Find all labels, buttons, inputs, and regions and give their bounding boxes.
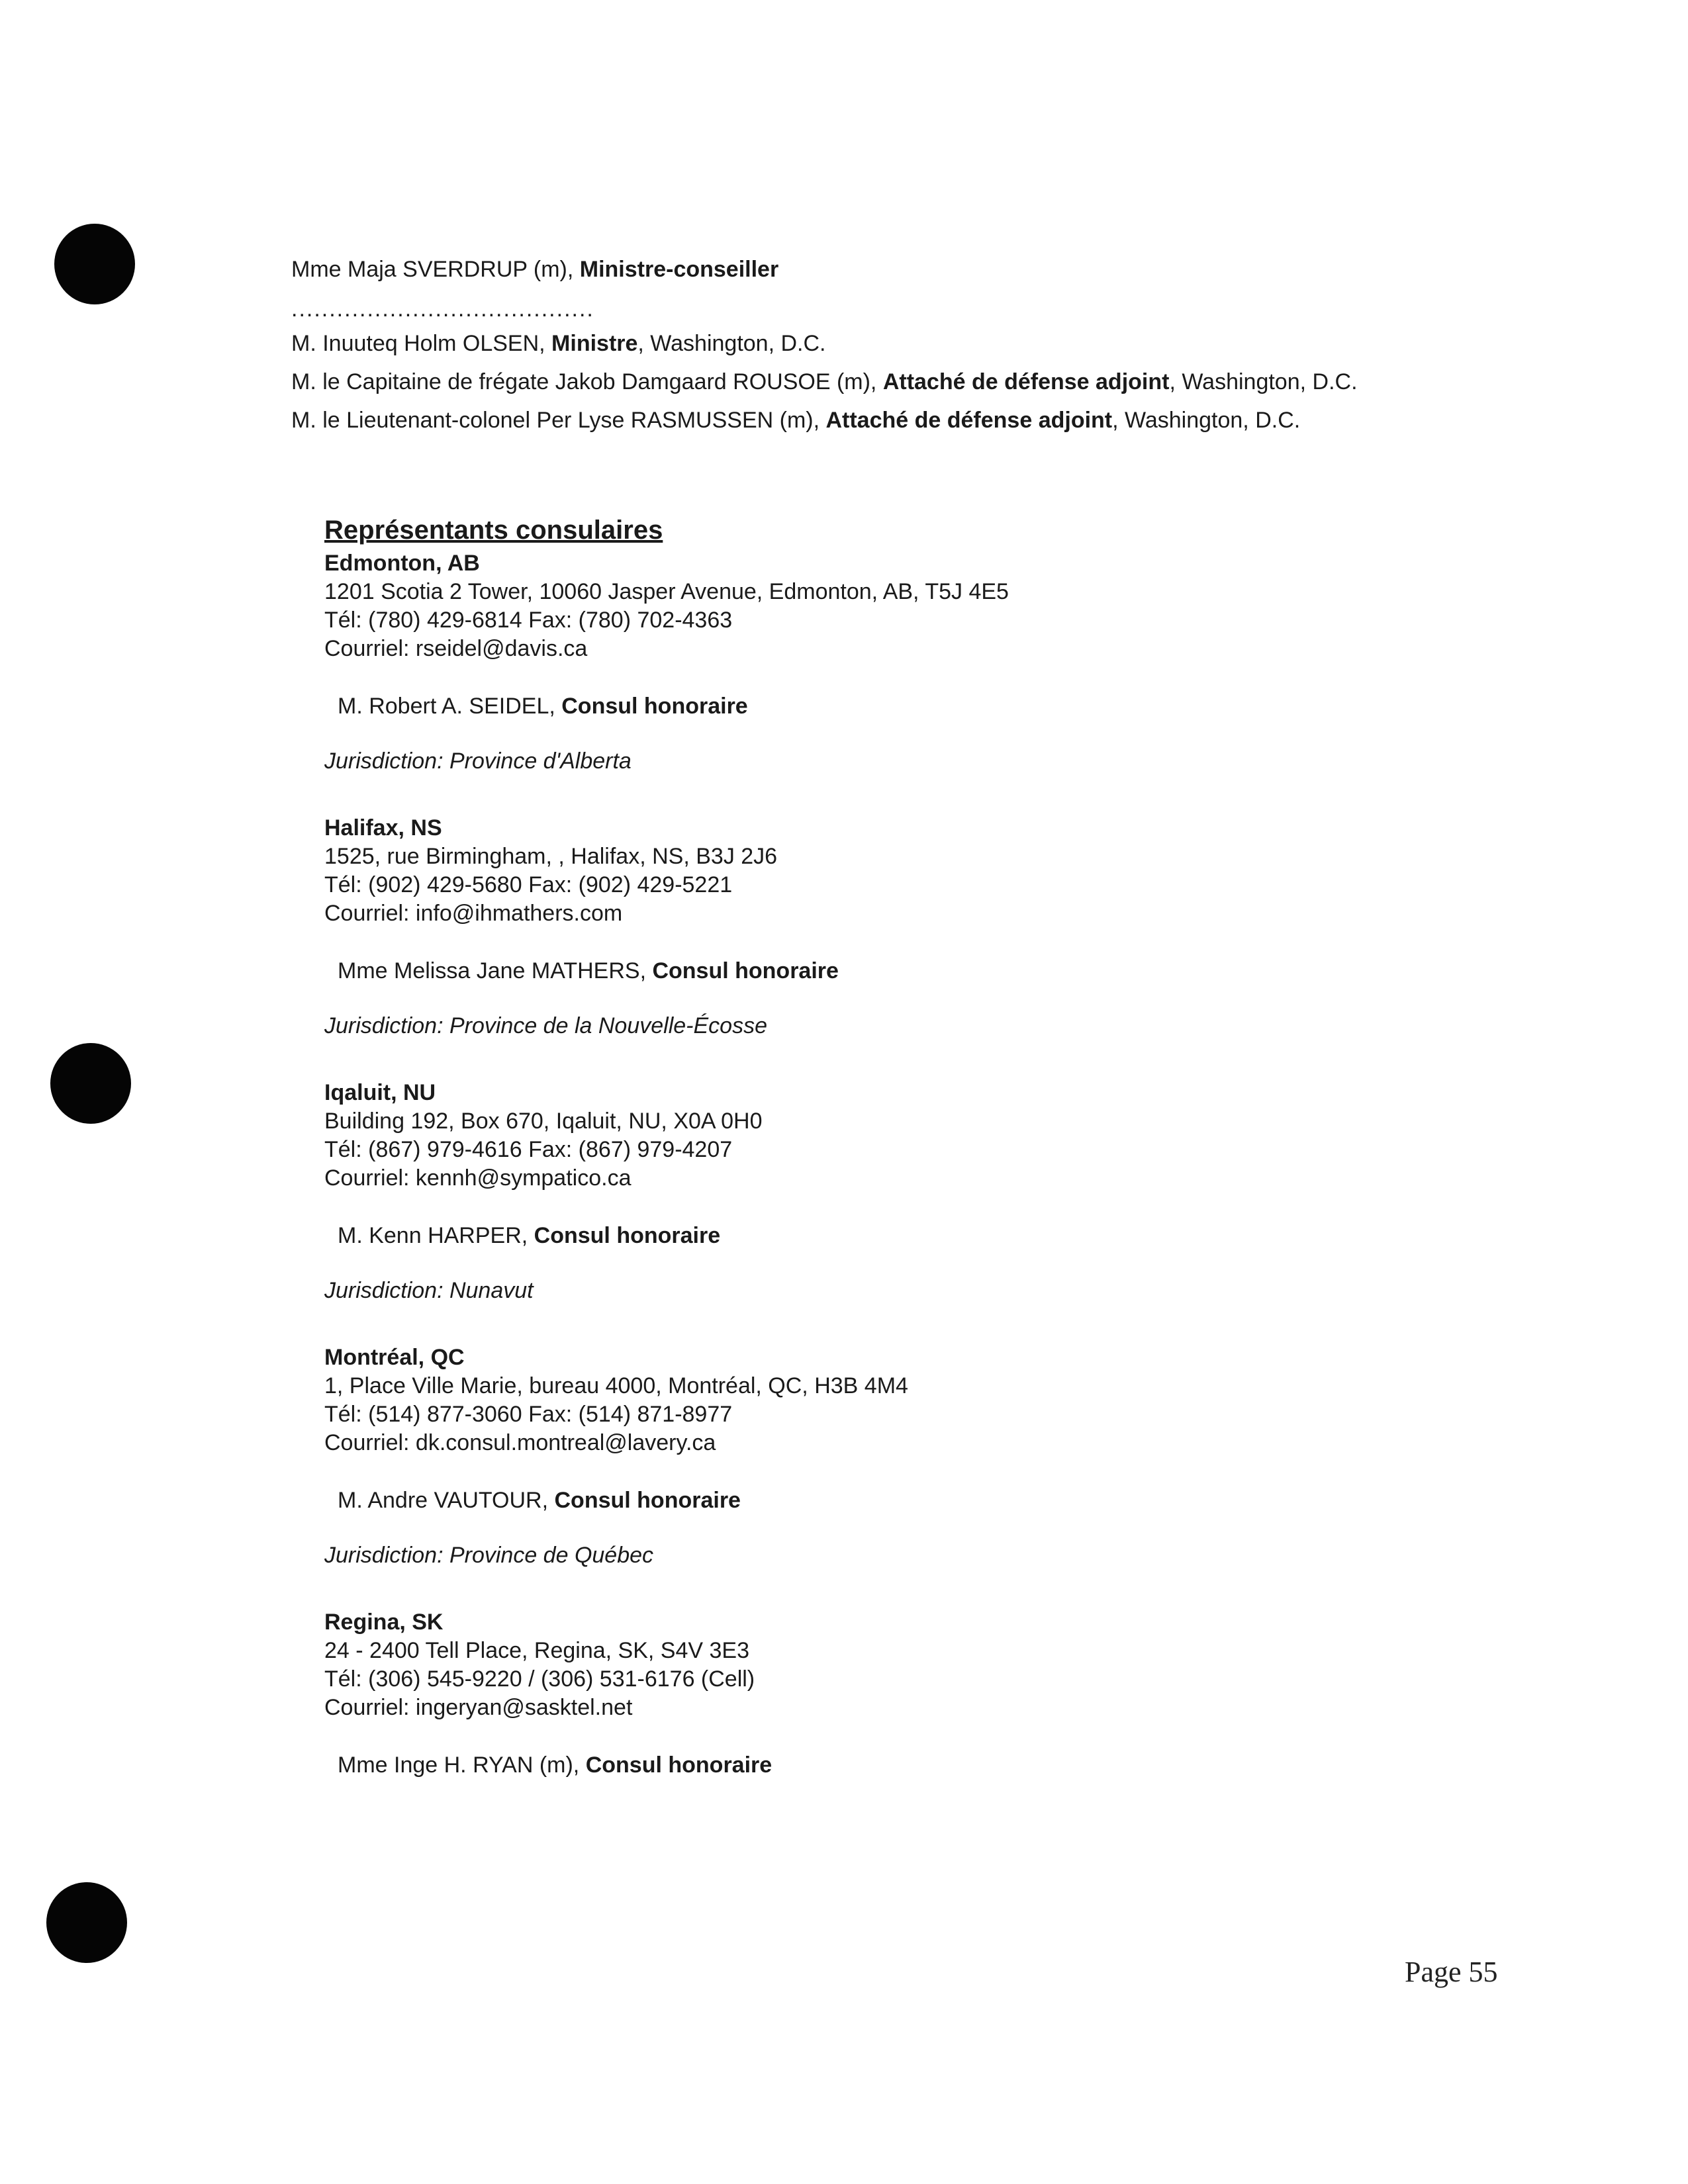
consular-representatives	[324, 515, 1582, 1780]
separator-dots: ........................................	[291, 296, 594, 322]
section-title: Représentants consulaires	[324, 516, 663, 545]
office-address-block	[324, 1079, 1582, 1193]
office-address-block	[324, 1608, 1582, 1722]
office-phone: Tél: (780) 429-6814 Fax: (780) 702-4363	[324, 608, 733, 633]
office-phone: Tél: (306) 545-9220 / (306) 531-6176 (Cell)	[324, 1666, 755, 1692]
office-phone: Tél: (514) 877-3060 Fax: (514) 871-8977	[324, 1402, 733, 1427]
office-address: 1, Place Ville Marie, bureau 4000, Montréal, QC, H3B 4M4	[324, 1373, 908, 1398]
punch-hole-top	[54, 224, 135, 304]
page-number: Page 55	[1405, 1956, 1498, 1988]
staff-entry: M. le Lieutenant-colonel Per Lyse RASMUSSEN (m), Attaché de défense adjoint, Washington, D.C.	[291, 408, 1301, 433]
office-address: 24 - 2400 Tell Place, Regina, SK, S4V 3E3	[324, 1638, 749, 1663]
office-email: Courriel: info@ihmathers.com	[324, 901, 623, 926]
office-city: Montréal, QC	[324, 1345, 465, 1370]
consul-entry: M. Andre VAUTOUR, Consul honoraire	[338, 1488, 741, 1513]
office-city: Iqaluit, NU	[324, 1080, 436, 1105]
office-email: Courriel: kennh@sympatico.ca	[324, 1165, 632, 1191]
office-address-block	[324, 549, 1582, 663]
consul-entry: M. Robert A. SEIDEL, Consul honoraire	[338, 694, 748, 719]
office-phone: Tél: (867) 979-4616 Fax: (867) 979-4207	[324, 1137, 733, 1162]
jurisdiction: Jurisdiction: Province de la Nouvelle-Écosse	[324, 1013, 767, 1038]
staff-title: Attaché de défense adjoint	[882, 369, 1170, 394]
office-block-halifax	[324, 814, 1582, 1040]
office-email: Courriel: dk.consul.montreal@lavery.ca	[324, 1430, 716, 1455]
office-email: Courriel: ingeryan@sasktel.net	[324, 1695, 633, 1720]
office-phone: Tél: (902) 429-5680 Fax: (902) 429-5221	[324, 872, 733, 897]
staff-title: Attaché de défense adjoint	[825, 408, 1113, 433]
office-address-block	[324, 1343, 1582, 1457]
office-city: Regina, SK	[324, 1610, 444, 1635]
office-block-iqaluit	[324, 1079, 1582, 1305]
office-city: Edmonton, AB	[324, 551, 480, 576]
office-email: Courriel: rseidel@davis.ca	[324, 636, 588, 661]
staff-entry: M. le Capitaine de frégate Jakob Damgaard ROUSOE (m), Attaché de défense adjoint, Washington, D.C.	[291, 369, 1358, 394]
office-block-regina	[324, 1608, 1582, 1780]
office-block-edmonton	[324, 549, 1582, 776]
jurisdiction: Jurisdiction: Province d'Alberta	[324, 749, 632, 774]
embassy-staff-list	[291, 255, 1417, 434]
consul-entry: M. Kenn HARPER, Consul honoraire	[338, 1223, 721, 1248]
jurisdiction: Jurisdiction: Nunavut	[324, 1278, 534, 1303]
office-address: 1525, rue Birmingham, , Halifax, NS, B3J 2J6	[324, 844, 778, 869]
office-address: Building 192, Box 670, Iqaluit, NU, X0A 0H0	[324, 1109, 763, 1134]
office-block-montreal	[324, 1343, 1582, 1570]
office-city: Halifax, NS	[324, 815, 442, 841]
staff-title: Ministre-conseiller	[579, 257, 779, 282]
punch-hole-middle	[50, 1043, 131, 1124]
jurisdiction: Jurisdiction: Province de Québec	[324, 1543, 654, 1568]
office-address-block	[324, 814, 1582, 928]
consul-entry: Mme Inge H. RYAN (m), Consul honoraire	[338, 1752, 773, 1778]
staff-entry: Mme Maja SVERDRUP (m), Ministre-conseiller	[291, 257, 779, 282]
office-address: 1201 Scotia 2 Tower, 10060 Jasper Avenue, Edmonton, AB, T5J 4E5	[324, 579, 1009, 604]
staff-entry: M. Inuuteq Holm OLSEN, Ministre, Washington, D.C.	[291, 331, 826, 356]
staff-title: Ministre	[551, 331, 638, 356]
consul-entry: Mme Melissa Jane MATHERS, Consul honoraire	[338, 958, 839, 983]
punch-hole-bottom	[46, 1882, 127, 1963]
